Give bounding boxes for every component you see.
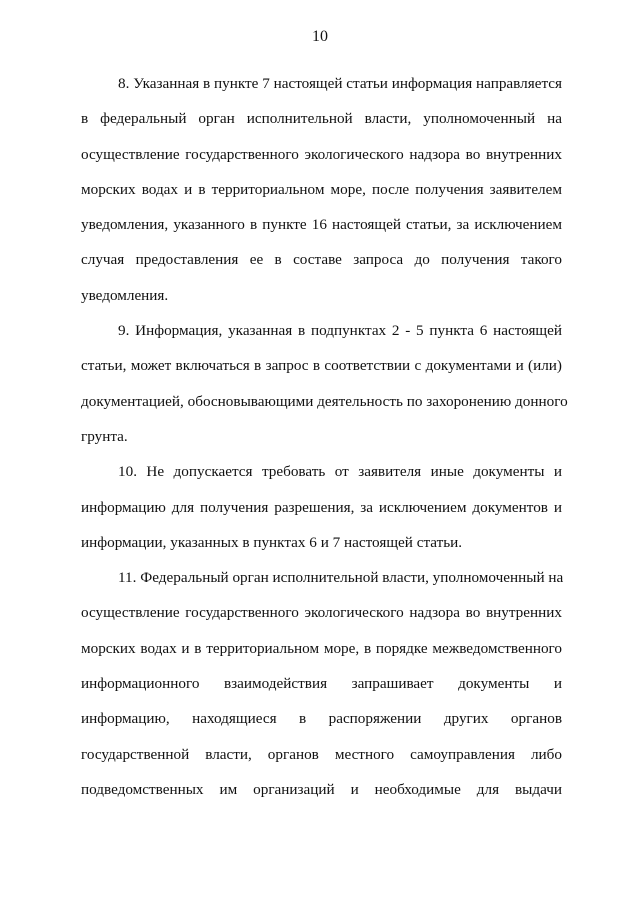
paragraph-9	[81, 313, 568, 454]
text-line: морских водах и в территориальном море, в порядке межведомственного	[81, 639, 562, 657]
text-line: осуществление государственного экологического надзора во внутренних	[81, 145, 562, 163]
text-line: информацию, находящиеся в распоряжении других органов	[81, 710, 562, 728]
text-line: осуществление государственного экологического надзора во внутренних	[81, 604, 562, 622]
text-line: уведомления.	[81, 286, 169, 304]
text-line: информационного взаимодействия запрашивает документы и	[81, 675, 562, 693]
text-line: 8. Указанная в пункте 7 настоящей статьи информация направляется	[118, 75, 562, 92]
paragraph-8	[81, 66, 562, 313]
text-line: 10. Не допускается требовать от заявителя иные документы и	[118, 463, 562, 481]
text-line: информации, указанных в пунктах 6 и 7 настоящей статьи.	[81, 533, 463, 551]
text-line: документацией, обосновывающими деятельность по захоронению донного	[81, 392, 568, 410]
paragraph-11	[81, 560, 562, 807]
text-line: 11. Федеральный орган исполнительной власти, уполномоченный на	[118, 569, 564, 587]
text-line: случая предоставления ее в составе запроса до получения такого	[81, 251, 562, 269]
text-line: уведомления, указанного в пункте 16 настоящей статьи, за исключением	[81, 216, 562, 234]
text-line: государственной власти, органов местного самоуправления либо	[81, 745, 562, 763]
text-line: подведомственных им организаций и необходимые для выдачи	[81, 780, 562, 798]
paragraph-10	[81, 454, 562, 560]
text-line: статьи, может включаться в запрос в соответствии с документами и (или)	[81, 357, 562, 375]
text-line: грунта.	[81, 427, 128, 445]
text-line: в федеральный орган исполнительной власти, уполномоченный на	[81, 110, 562, 128]
text-line: морских водах и в территориальном море, после получения заявителем	[81, 180, 562, 198]
text-line: информацию для получения разрешения, за исключением документов и	[81, 498, 562, 516]
page-number: 10	[312, 28, 328, 45]
text-line: 9. Информация, указанная в подпунктах 2 - 5 пункта 6 настоящей	[118, 322, 562, 340]
document-body	[81, 66, 568, 807]
